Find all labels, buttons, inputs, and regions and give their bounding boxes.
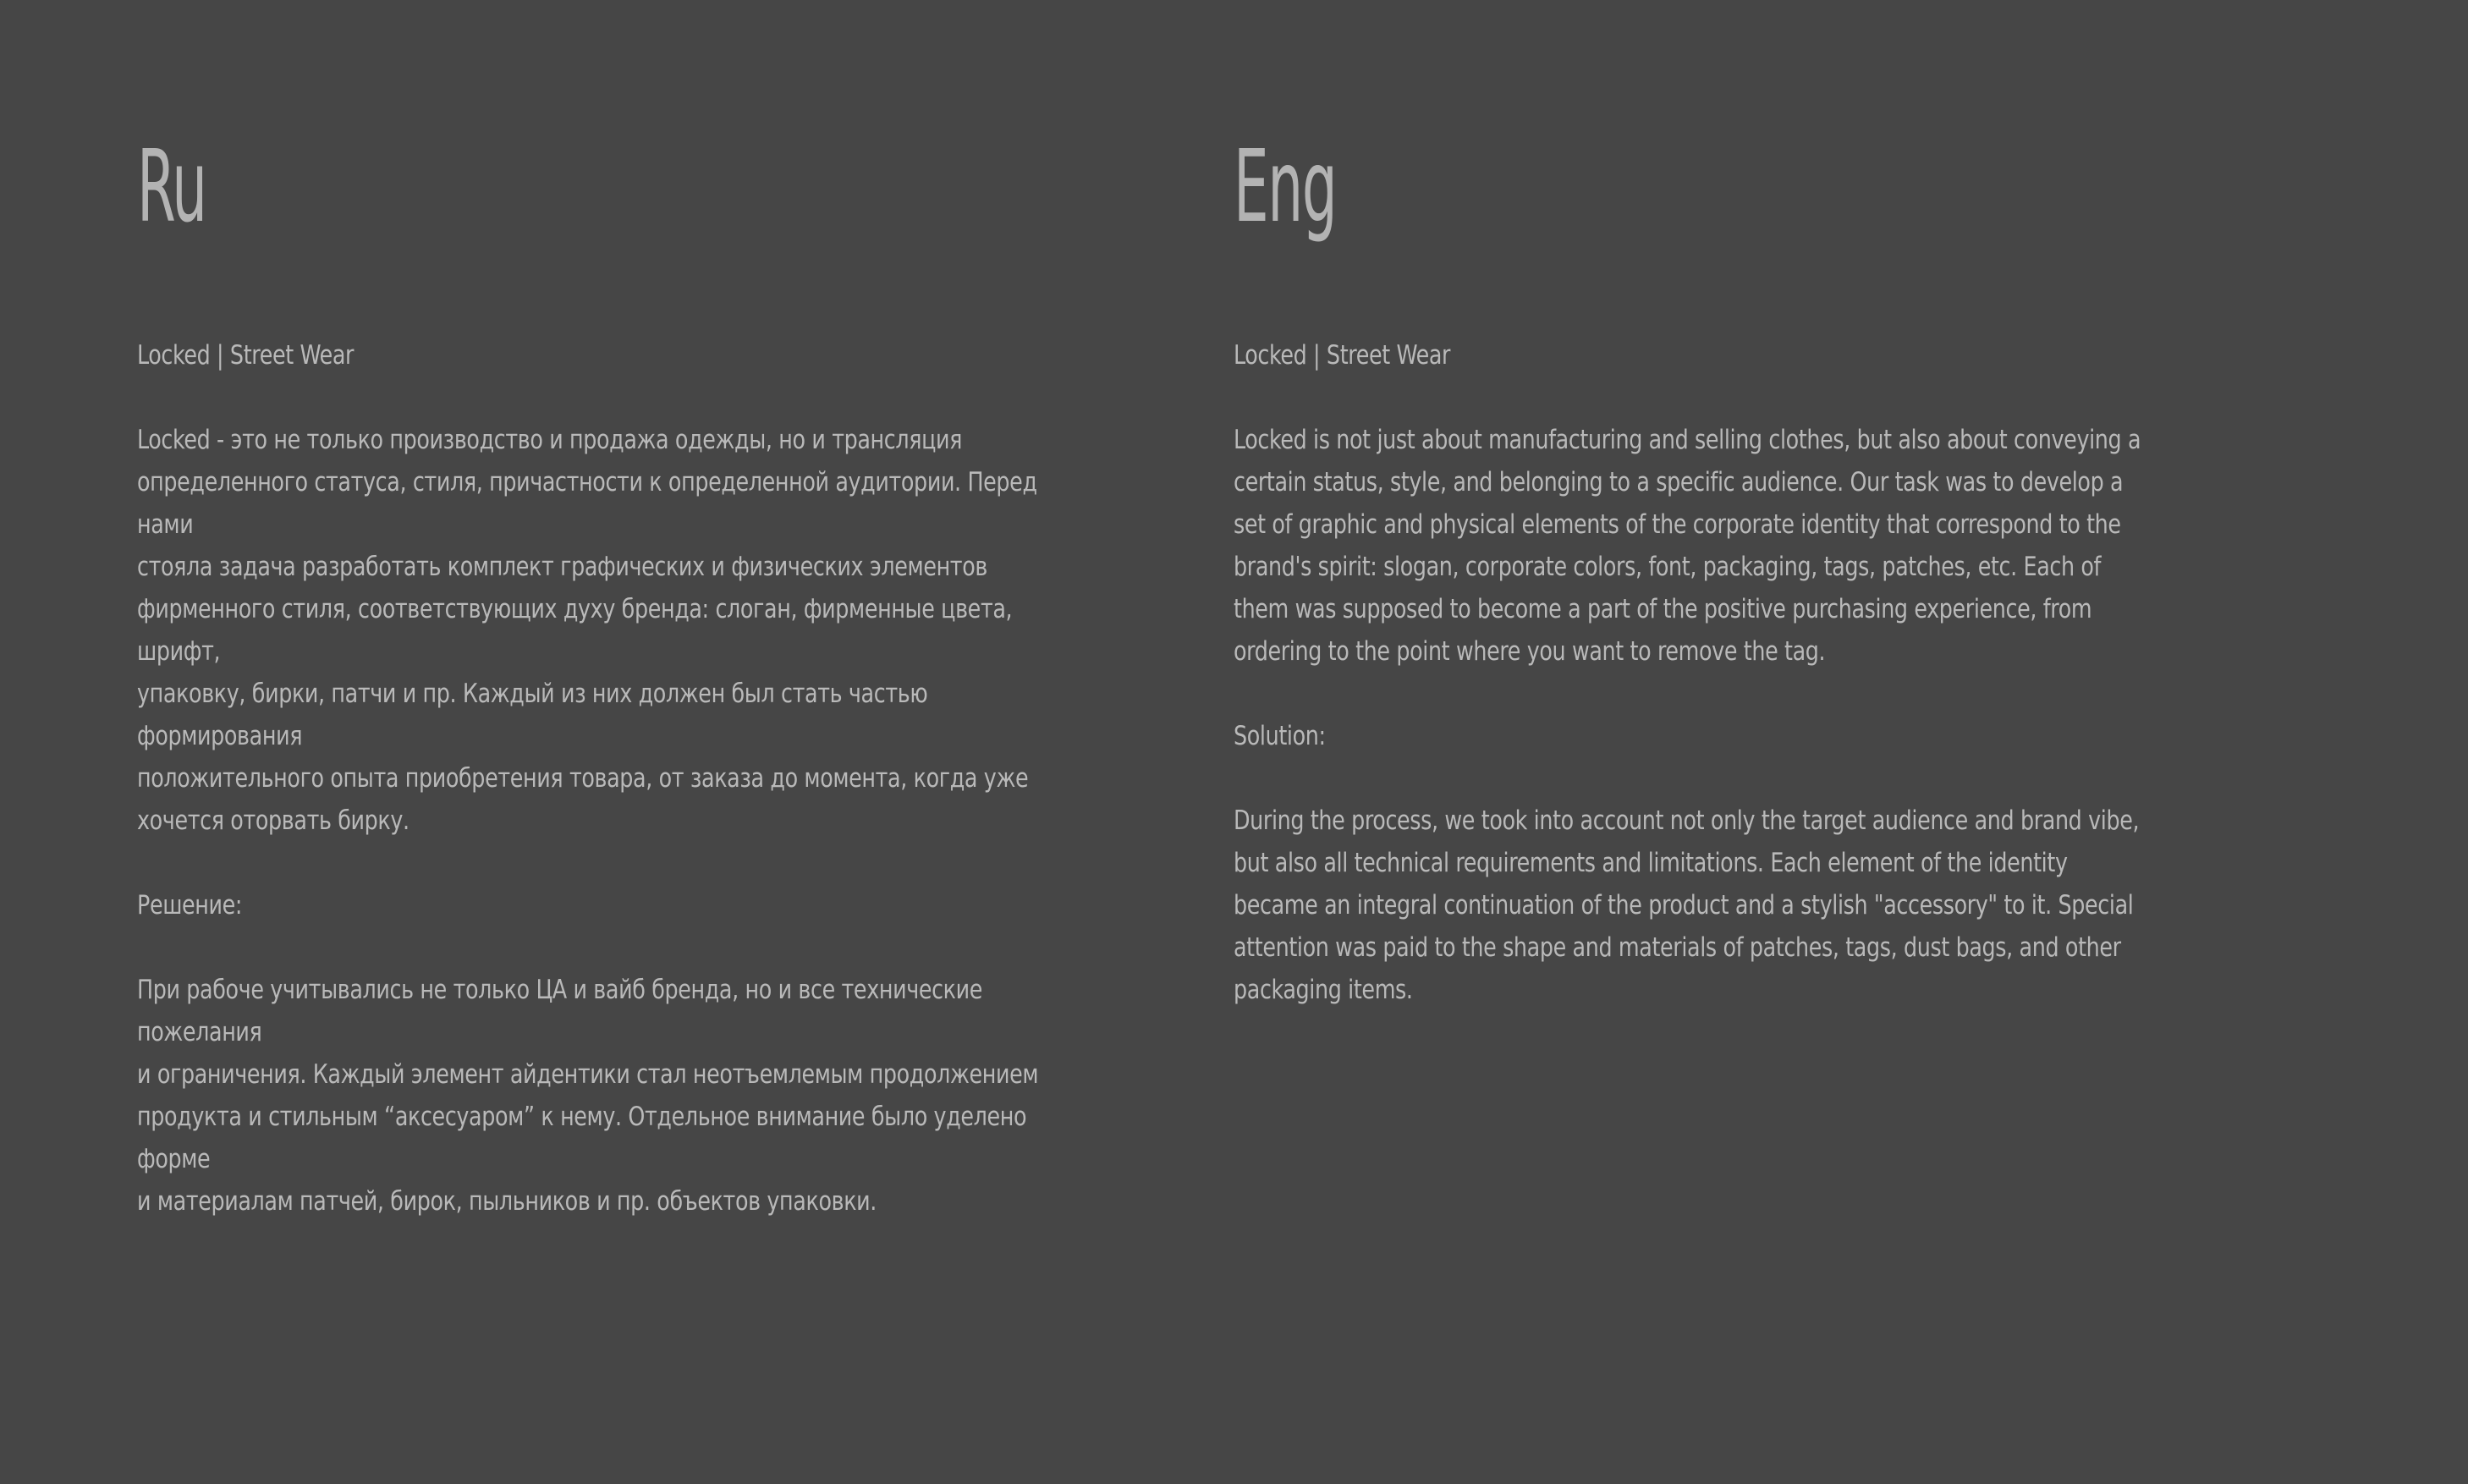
en-heading: Eng [1234,128,1337,245]
en-intro-paragraph: Locked is not just about manufacturing and selling clothes, but also about conveying a certain status, style, and belonging to a specific audience. Our task was to develop a set of graphic and physical elements of the corporate identity that correspond to the brand's spirit: slogan, corporate colors, font, packaging, tags, patches, etc. Each of them was supposed to become a part of the positive purchasing experience, from ordering to the point where you want to remove the tag. [1234,425,2141,667]
en-text-block [1234,334,2142,1053]
ru-solution-paragraph: При рабоче учитывались не только ЦА и вайб бренда, но и все технические пожелания и ограничения. Каждый элемент айдентики стал неотъемлемым продолжением продукта и стильным “аксесуаром” к нему. Отдельное внимание было уделено форме и материалам патчей, бирок, пыльников и пр. объектов упаковки. [137,975,1039,1217]
en-project-title: Locked | Street Wear [1234,340,1451,371]
ru-solution-label: Решение: [137,890,243,921]
russian-column [137,127,1072,1217]
en-solution-label: Solution: [1234,721,1326,751]
en-solution-paragraph: During the process, we took into account not only the target audience and brand vibe, but also all technical requirements and limitations. Each element of the identity became an integral continuation of the product and a stylish "accessory" to it. Special attention was paid to the shape and materials of patches, tags, dust bags, and other packaging items. [1234,805,2140,1005]
ru-intro-paragraph: Locked - это не только производство и продажа одежды, но и трансляция определенного статуса, стиля, причастности к определенной аудитории. Перед нами стояла задача разработать комплект графических и физических элементов фирменного стиля, соответствующих духу бренда: слоган, фирменные цвета, шрифт, упаковку, бирки, патчи и пр. Каждый из них должен был стать частью формирования положительного опыта приобретения товара, от заказа до момента, когда уже хочется оторвать бирку. [137,425,1037,836]
ru-project-title: Locked | Street Wear [137,340,355,371]
ru-text-block [137,334,1046,1265]
ru-heading: Ru [137,128,206,245]
english-column [1234,127,2168,1005]
